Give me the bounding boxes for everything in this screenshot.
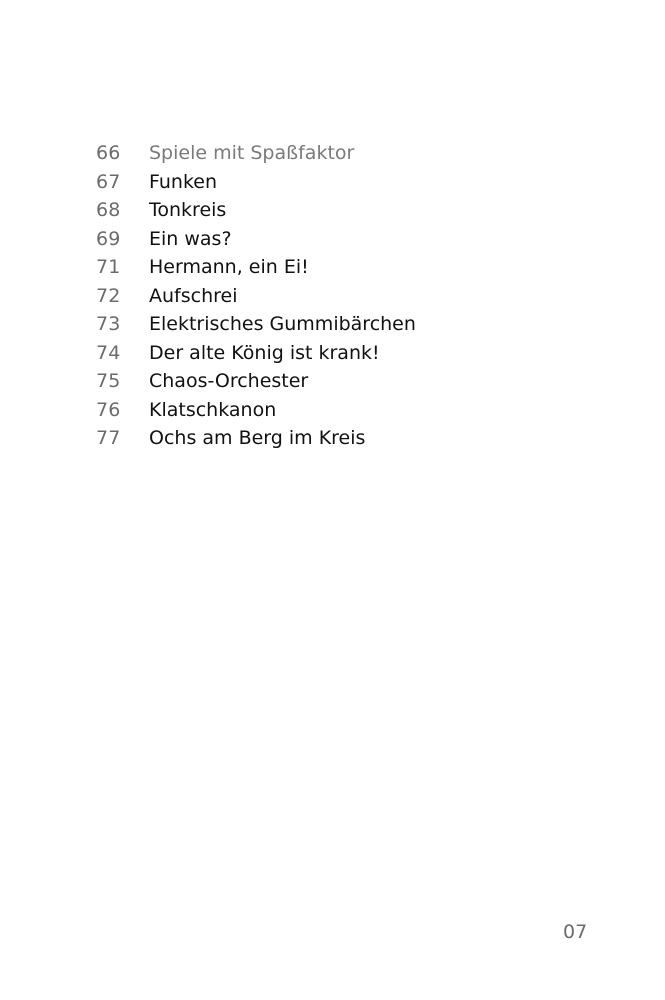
toc-page-number: 67	[96, 170, 121, 193]
toc-entry	[96, 253, 576, 282]
toc-section-title: Spiele mit Spaßfaktor	[149, 142, 355, 164]
toc-entry-title: Tonkreis	[149, 199, 227, 221]
toc-page-number: 66	[96, 142, 121, 164]
toc-entry	[96, 339, 576, 368]
toc-entry-title: Ein was?	[149, 227, 232, 250]
toc-entry-title: Hermann, ein Ei!	[149, 256, 309, 278]
toc-entry	[96, 367, 576, 396]
toc-entry	[96, 168, 576, 197]
toc-entry-title: Klatschkanon	[149, 398, 277, 421]
page-number: 07	[563, 921, 588, 943]
toc-page-number: 68	[96, 199, 121, 221]
toc-entry	[96, 424, 576, 453]
toc-page-number: 77	[96, 427, 121, 449]
toc-entry-title: Chaos-Orchester	[149, 370, 309, 392]
toc-page-number: 75	[96, 370, 121, 392]
toc-entry-title: Elektrisches Gummibärchen	[149, 313, 416, 335]
toc-page-number: 71	[96, 256, 121, 278]
table-of-contents	[96, 139, 576, 453]
toc-page-number: 72	[96, 284, 121, 307]
toc-entry	[96, 196, 576, 225]
toc-page-number: 74	[96, 341, 121, 364]
toc-section-heading	[96, 139, 576, 168]
toc-entry-title: Funken	[149, 170, 218, 193]
toc-entry	[96, 310, 576, 339]
toc-entry-title: Der alte König ist krank!	[149, 341, 380, 364]
toc-page-number: 73	[96, 313, 121, 335]
toc-page-number: 76	[96, 398, 121, 421]
toc-page-number: 69	[96, 227, 121, 250]
toc-entry	[96, 225, 576, 254]
toc-entry-title: Ochs am Berg im Kreis	[149, 427, 366, 449]
toc-entry	[96, 396, 576, 425]
toc-entry	[96, 282, 576, 311]
toc-entry-title: Aufschrei	[149, 284, 238, 307]
